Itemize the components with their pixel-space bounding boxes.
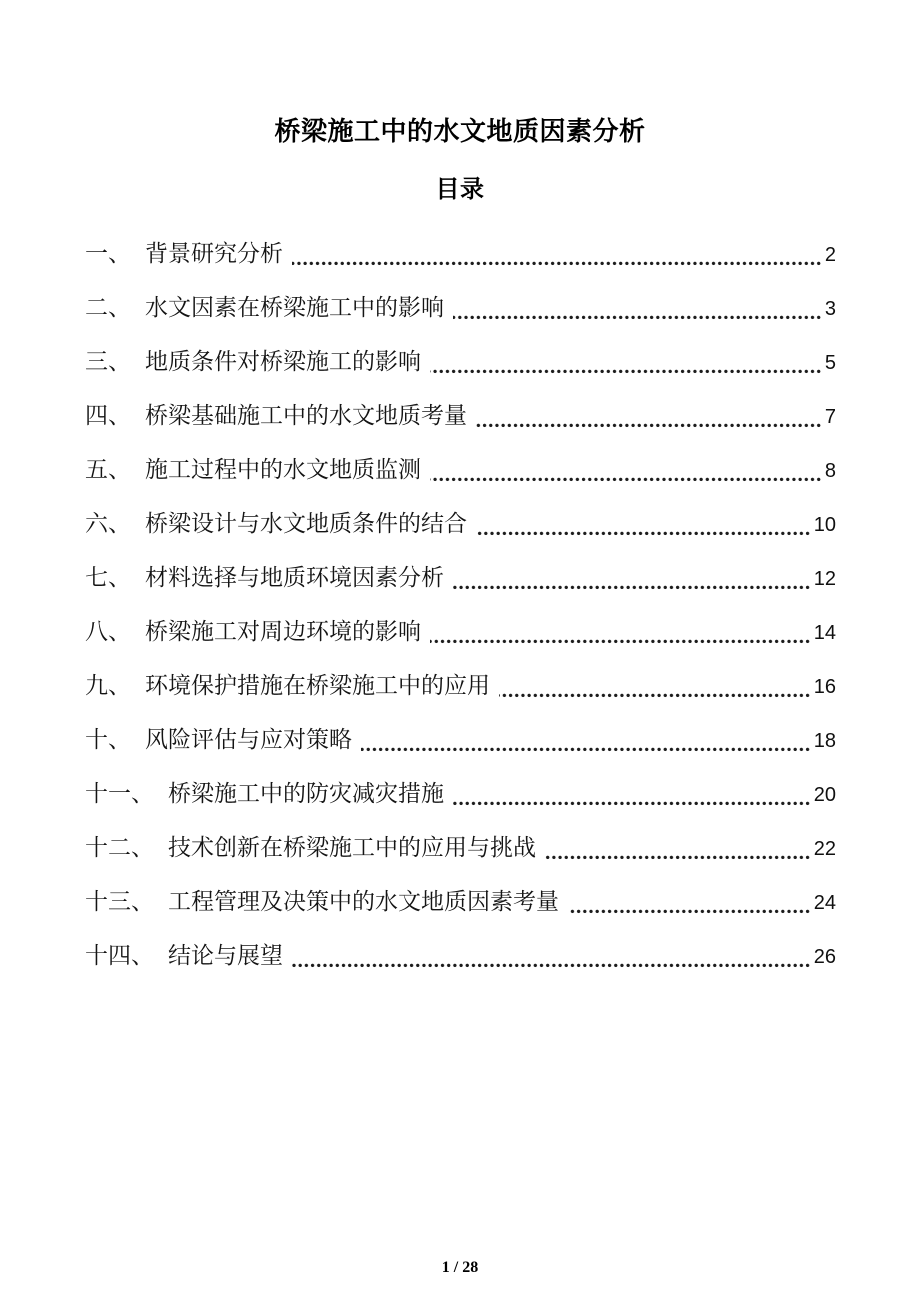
toc-entry-number: 六、	[85, 511, 131, 536]
toc-entry[interactable]	[0, 389, 920, 443]
toc-entry-page: 26	[813, 946, 836, 968]
toc-entry-page: 20	[813, 784, 836, 806]
toc-entry[interactable]	[0, 443, 920, 497]
toc-entry-title: 工程管理及决策中的水文地质因素考量	[168, 889, 559, 914]
toc-entry-title: 背景研究分析	[145, 241, 283, 266]
toc-entry-number: 二、	[85, 295, 131, 320]
toc-entry-number: 十、	[85, 727, 131, 752]
toc-entry-number: 十二、	[85, 835, 154, 860]
toc-entry-page: 18	[813, 730, 836, 752]
dot-leader	[499, 693, 811, 698]
toc-entry[interactable]	[0, 551, 920, 605]
toc-entry-title: 桥梁设计与水文地质条件的结合	[145, 511, 467, 536]
dot-leader	[292, 261, 822, 266]
dot-leader	[545, 855, 811, 860]
dot-leader	[453, 585, 811, 590]
toc-entry-title: 桥梁施工对周边环境的影响	[145, 619, 421, 644]
toc-entry-page: 5	[824, 352, 836, 374]
toc-entry-title: 桥梁基础施工中的水文地质考量	[145, 403, 467, 428]
dot-leader	[430, 477, 822, 482]
toc-entry[interactable]	[0, 497, 920, 551]
dot-leader	[361, 747, 811, 752]
toc-entry-title: 桥梁施工中的防灾减灾措施	[168, 781, 444, 806]
dot-leader	[292, 963, 811, 968]
toc-entry[interactable]	[0, 281, 920, 335]
toc-entry-page: 2	[824, 244, 836, 266]
toc-entry-page: 16	[813, 676, 836, 698]
toc-entry-number: 五、	[85, 457, 131, 482]
toc-entry-page: 3	[824, 298, 836, 320]
toc-entry-number: 四、	[85, 403, 131, 428]
toc-entry[interactable]	[0, 659, 920, 713]
toc-entry[interactable]	[0, 767, 920, 821]
toc-entry-number: 九、	[85, 673, 131, 698]
toc-entry-page: 24	[813, 892, 836, 914]
toc-entry-number: 十四、	[85, 943, 154, 968]
toc-entry-title: 环境保护措施在桥梁施工中的应用	[145, 673, 490, 698]
toc-entry-title: 结论与展望	[168, 943, 283, 968]
dot-leader	[453, 315, 822, 320]
toc-entry-number: 一、	[85, 241, 131, 266]
toc-entry[interactable]	[0, 335, 920, 389]
toc-entry[interactable]	[0, 929, 920, 983]
dot-leader	[568, 909, 811, 914]
toc-entry-page: 14	[813, 622, 836, 644]
toc-entry[interactable]	[0, 875, 920, 929]
toc-entry-number: 十三、	[85, 889, 154, 914]
toc-entry-title: 地质条件对桥梁施工的影响	[145, 349, 421, 374]
toc-entry-number: 八、	[85, 619, 131, 644]
dot-leader	[476, 531, 811, 536]
toc-entry[interactable]	[0, 227, 920, 281]
dot-leader	[430, 369, 822, 374]
toc-entry[interactable]	[0, 605, 920, 659]
toc-entry-number: 十一、	[85, 781, 154, 806]
document-title: 桥梁施工中的水文地质因素分析	[274, 116, 646, 146]
toc-entry-page: 8	[824, 460, 836, 482]
toc-entry-page: 10	[813, 514, 836, 536]
dot-leader	[430, 639, 811, 644]
dot-leader	[476, 423, 822, 428]
toc-entry-title: 施工过程中的水文地质监测	[145, 457, 421, 482]
toc-entry-number: 七、	[85, 565, 131, 590]
dot-leader	[453, 801, 811, 806]
toc-entry[interactable]	[0, 713, 920, 767]
toc-entry-page: 7	[824, 406, 836, 428]
toc-entry-page: 22	[813, 838, 836, 860]
toc-entry-number: 三、	[85, 349, 131, 374]
toc-heading: 目录	[435, 176, 485, 203]
toc-entry-title: 材料选择与地质环境因素分析	[145, 565, 444, 590]
toc-entry-title: 水文因素在桥梁施工中的影响	[145, 295, 444, 320]
toc-entry-title: 风险评估与应对策略	[145, 727, 352, 752]
toc-entry[interactable]	[0, 821, 920, 875]
toc-entry-page: 12	[813, 568, 836, 590]
toc-entry-title: 技术创新在桥梁施工中的应用与挑战	[168, 835, 536, 860]
page-number-indicator: 1 / 28	[441, 1259, 479, 1276]
table-of-contents	[0, 227, 920, 983]
